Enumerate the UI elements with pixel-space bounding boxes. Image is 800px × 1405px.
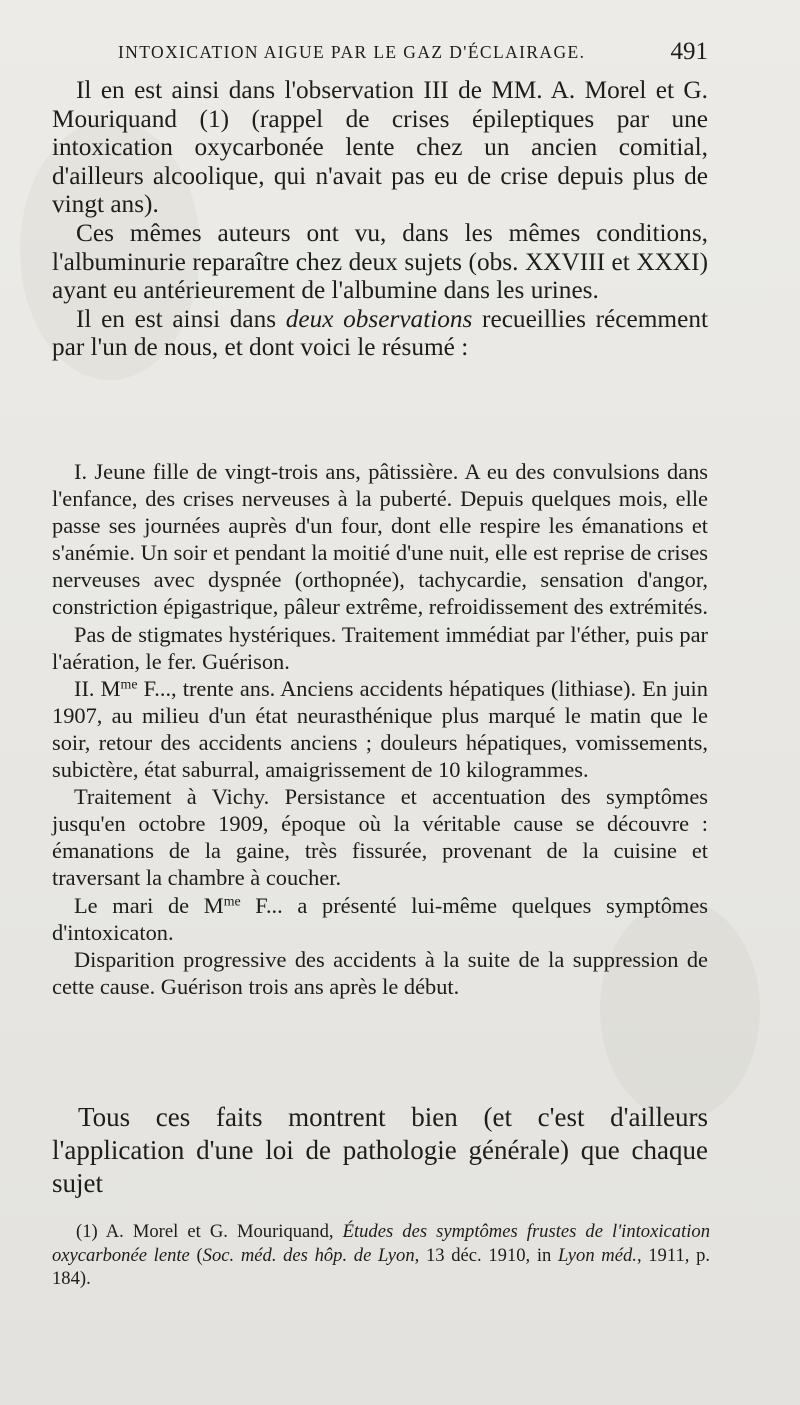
paragraph-observation-iii: Il en est ainsi dans l'observation III de MM. A. Morel et G. Mouriquand (1) (rappel de crises épileptiques par une intoxication oxycarbonée lente chez un ancien comitial, d'ailleurs alcoolique, qui n'avait pas eu de crise depuis plus de vingt ans). [52, 76, 708, 219]
paragraph-text-end: recueillies récemment par l'un de nous, et dont voici le résumé : [52, 304, 708, 362]
paragraph-two-observations [52, 305, 708, 362]
case-two-treatment: Traitement à Vichy. Persistance et accentuation des symptômes jusqu'en octobre 1909, époque où la véritable cause se découvre : émanations de la gaine, très fissurée, provenant de la cuisine et traversant la chambre à coucher. [52, 784, 708, 891]
case-two-text: F..., trente ans. Anciens accidents hépatiques (lithiase). En juin 1907, au milieu d'un état neurasthénique plus marqué le matin que le soir, retour des accidents anciens ; douleurs hépatiques, vomissements, subictère, état saburral, amaigrissement de 10 kilogrammes. [52, 675, 708, 783]
page-number: 491 [670, 38, 708, 65]
case-two-outcome: Disparition progressive des accidents à la suite de la suppression de cette cause. Guérison trois ans après le début. [52, 946, 708, 999]
husband-text-start: Le mari de M [74, 892, 224, 918]
conclusion-paragraph [52, 1101, 708, 1200]
italic-phrase: deux observations [285, 304, 473, 333]
page-header [118, 38, 708, 72]
footnote-text [52, 1220, 710, 1291]
paragraph-text-start: Il en est ainsi dans [76, 304, 286, 333]
case-two-summary [52, 675, 708, 783]
footnote-title: Études des symptômes frustes de l'intoxication oxycarbonée lente [52, 1221, 710, 1266]
main-text [52, 76, 708, 362]
footnote-end: , 1911, p. 184). [52, 1244, 711, 1290]
footnote-journal: Soc. méd. des hôp. de Lyon [202, 1244, 415, 1266]
case-one-treatment: Pas de stigmates hystériques. Traitement immédiat par l'éther, puis par l'aération, le fer. Guérison. [52, 621, 708, 674]
case-one-summary: I. Jeune fille de vingt-trois ans, pâtissière. A eu des convulsions dans l'enfance, des crises nerveuses à la puberté. Depuis quelques mois, elle passe ses journées auprès d'un four, dont elle respire les émanations et s'anémie. Un soir et pendant la moitié d'une nuit, elle est reprise de crises nerveuses avec dyspnée (orthopnée), tachycardie, sensation d'angor, constriction épigastrique, pâleur extrême, refroidissement des extrémités. [52, 459, 708, 620]
running-title: INTOXICATION AIGUE PAR LE GAZ D'ÉCLAIRAGE. [118, 42, 586, 62]
footnote-authors: (1) A. Morel et G. Mouriquand, [76, 1221, 343, 1242]
footnote-date: , 13 déc. 1910, in [414, 1244, 558, 1266]
case-two-husband [52, 892, 708, 946]
madame-superscript: me [223, 893, 241, 909]
paragraph-albuminuria: Ces mêmes auteurs ont vu, dans les mêmes conditions, l'albuminurie reparaître chez deux sujets (obs. XXVIII et XXXI) ayant eu antérieurement de l'albumine dans les urines. [52, 218, 708, 305]
case-two-number: II. M [74, 675, 121, 701]
husband-text-end: F... a présenté lui-même quelques symptômes d'intoxicaton. [52, 892, 709, 945]
conclusion-text: Tous ces faits montrent bien (et c'est d'ailleurs l'application d'une loi de pathologie générale) que chaque sujet [52, 1102, 708, 1198]
footnote-paren: ( [189, 1244, 203, 1266]
footnote-lyon-med: Lyon méd. [558, 1244, 637, 1266]
case-summaries [52, 458, 708, 1000]
madame-superscript: me [120, 677, 138, 693]
footnote [52, 1220, 710, 1291]
